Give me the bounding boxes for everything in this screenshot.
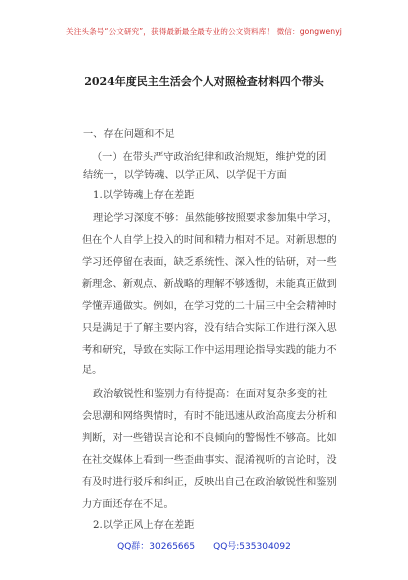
subsection-heading-line: （一）在带头严守政治纪律和政治规矩，维护党的团 — [92, 152, 327, 163]
header-promo-text: 关注头条号“公文研究”，获得最新最全最专业的公文资料库！ 微信：gongwenyj — [66, 27, 342, 36]
footer-qq-group: QQ群：30265665 — [117, 542, 196, 552]
footer-contact — [0, 539, 408, 552]
paragraph-line: 判断，对一些错误言论和不良倾向的警惕性不够高。比如 — [82, 433, 337, 444]
paragraph-line: 政治敏锐性和鉴别力有待提高：在面对复杂多变的社 — [93, 389, 328, 400]
paragraph-line: 会思潮和网络舆情时，有时不能迅速从政治高度去分析和 — [82, 411, 337, 422]
paragraph-line: 新理念、新观点、新战略的理解不够透彻，未能真正做到 — [82, 279, 337, 290]
paragraph-line: 足。 — [82, 365, 103, 376]
paragraph-line: 力方面还存在不足。 — [82, 499, 174, 510]
paragraph-line: 学懂弄通做实。例如，在学习党的二十届三中全会精神时 — [82, 301, 337, 312]
section-heading: 一、存在问题和不足 — [83, 129, 175, 140]
footer-qq-number: QQ号:535304092 — [213, 542, 291, 552]
paragraph-line: 学习还停留在表面，缺乏系统性、深入性的钻研，对一些 — [82, 257, 337, 268]
paragraph-line: 在社交媒体上看到一些歪曲事实、混淆视听的言论时，没 — [82, 455, 337, 466]
paragraph-line: 理论学习深度不够：虽然能够按照要求参加集中学习， — [93, 213, 338, 224]
item-heading: 2.以学正风上存在差距 — [93, 520, 195, 531]
paragraph-line: 只是满足于了解主要内容，没有结合实际工作进行深入思 — [82, 323, 337, 334]
paragraph-line: 有及时进行驳斥和纠正，反映出自己在政治敏锐性和鉴别 — [82, 477, 337, 488]
item-heading: 1.以学铸魂上存在差距 — [93, 190, 195, 201]
document-title: 2024年度民主生活会个人对照检查材料四个带头 — [84, 75, 324, 88]
paragraph-line: 考和研究，导致在实际工作中运用理论指导实践的能力不 — [82, 345, 337, 356]
subsection-heading-line: 结统一，以学铸魂、以学正风、以学促干方面 — [83, 170, 287, 181]
paragraph-line: 但在个人自学上投入的时间和精力相对不足。对新思想的 — [82, 235, 337, 246]
